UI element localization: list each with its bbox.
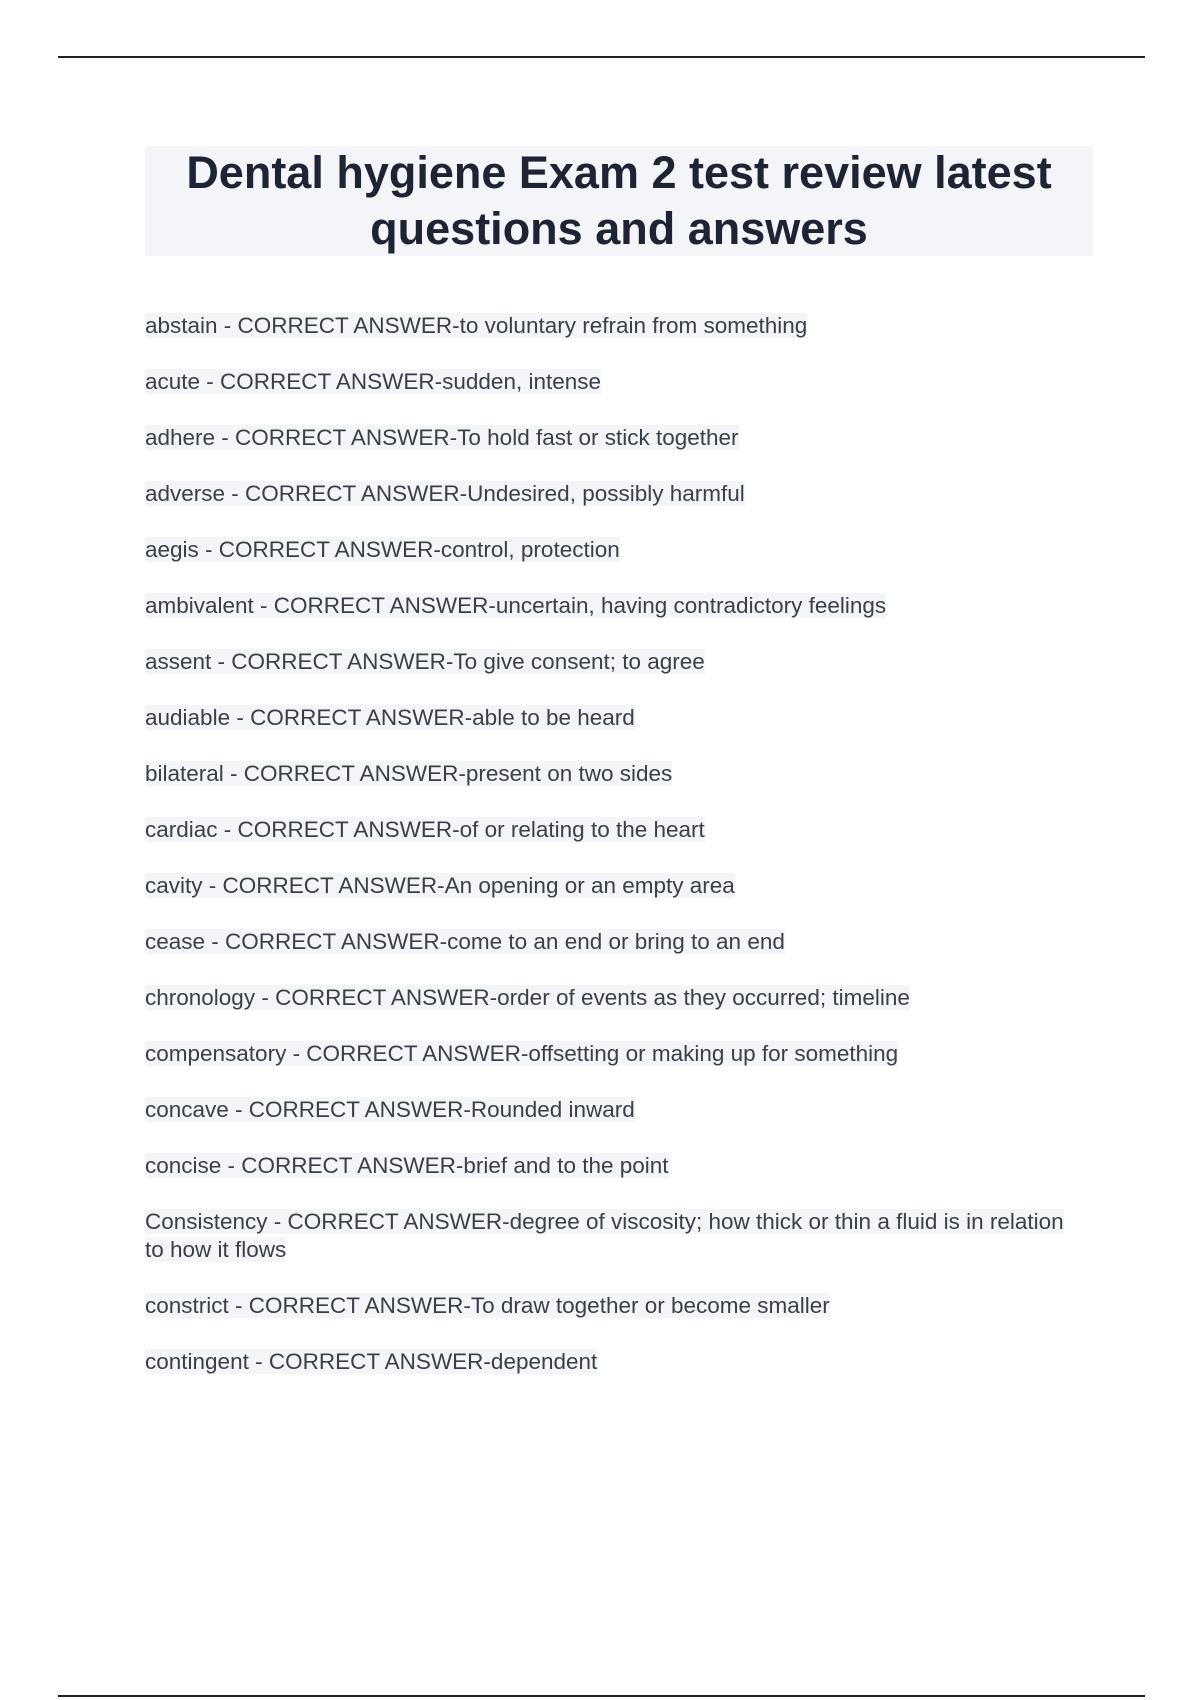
entry-text: adverse - CORRECT ANSWER-Undesired, possibly harmful	[145, 481, 745, 506]
entry-text: abstain - CORRECT ANSWER-to voluntary refrain from something	[145, 313, 808, 338]
entry-text: concise - CORRECT ANSWER-brief and to the point	[145, 1153, 669, 1178]
title-block	[145, 146, 1093, 256]
list-item	[145, 1292, 1075, 1320]
top-divider	[58, 56, 1145, 58]
entry-text: aegis - CORRECT ANSWER-control, protection	[145, 537, 620, 562]
entry-text: bilateral - CORRECT ANSWER-present on two sides	[145, 761, 673, 786]
list-item	[145, 928, 1075, 956]
list-item	[145, 592, 1075, 620]
entry-text: constrict - CORRECT ANSWER-To draw together or become smaller	[145, 1293, 830, 1318]
entry-text: cardiac - CORRECT ANSWER-of or relating to the heart	[145, 817, 705, 842]
list-item	[145, 1348, 1075, 1376]
entry-text: ambivalent - CORRECT ANSWER-uncertain, having contradictory feelings	[145, 593, 887, 618]
list-item	[145, 704, 1075, 732]
page-title: Dental hygiene Exam 2 test review latest questions and answers	[186, 147, 1052, 254]
entry-text: concave - CORRECT ANSWER-Rounded inward	[145, 1097, 635, 1122]
bottom-divider	[58, 1695, 1145, 1697]
list-item	[145, 648, 1075, 676]
list-item	[145, 312, 1075, 340]
list-item	[145, 368, 1075, 396]
list-item	[145, 424, 1075, 452]
list-item	[145, 536, 1075, 564]
entry-text: chronology - CORRECT ANSWER-order of events as they occurred; timeline	[145, 985, 910, 1010]
list-item	[145, 816, 1075, 844]
list-item	[145, 1040, 1075, 1068]
entry-text: cavity - CORRECT ANSWER-An opening or an empty area	[145, 873, 735, 898]
list-item	[145, 872, 1075, 900]
entry-text: cease - CORRECT ANSWER-come to an end or bring to an end	[145, 929, 785, 954]
list-item	[145, 480, 1075, 508]
qa-list	[145, 312, 1075, 1376]
list-item	[145, 1152, 1075, 1180]
entry-text: contingent - CORRECT ANSWER-dependent	[145, 1349, 598, 1374]
list-item	[145, 760, 1075, 788]
list-item	[145, 984, 1075, 1012]
entry-text: acute - CORRECT ANSWER-sudden, intense	[145, 369, 602, 394]
entry-text: audiable - CORRECT ANSWER-able to be heard	[145, 705, 635, 730]
list-item	[145, 1096, 1075, 1124]
entry-text: assent - CORRECT ANSWER-To give consent; to agree	[145, 649, 705, 674]
list-item	[145, 1208, 1075, 1264]
entry-text: Consistency - CORRECT ANSWER-degree of viscosity; how thick or thin a fluid is in relation to how it flows	[145, 1209, 1064, 1262]
entry-text: compensatory - CORRECT ANSWER-offsetting or making up for something	[145, 1041, 899, 1066]
entry-text: adhere - CORRECT ANSWER-To hold fast or stick together	[145, 425, 739, 450]
